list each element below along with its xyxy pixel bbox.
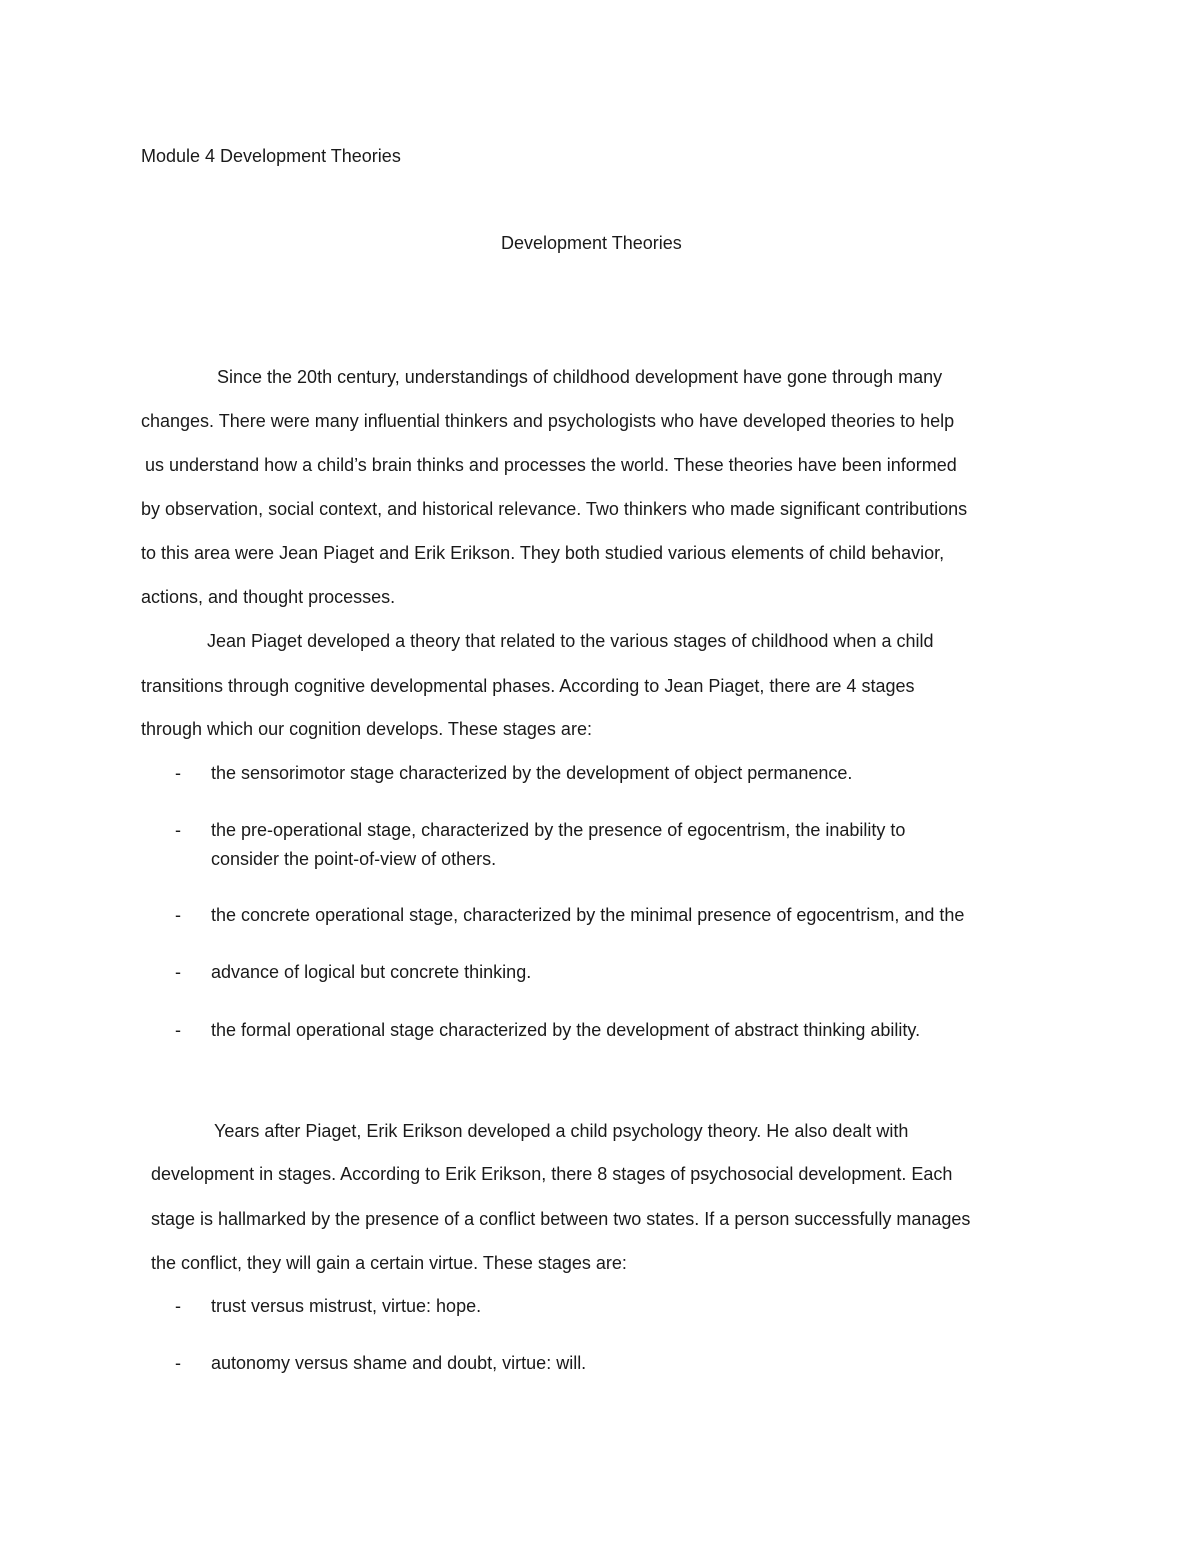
paragraph-line: Years after Piaget, Erik Erikson developed a child psychology theory. He also dealt with <box>214 1121 909 1141</box>
list-item-text: the pre-operational stage, characterized by the presence of egocentrism, the inability to <box>211 820 906 840</box>
document-title: Development Theories <box>501 233 682 253</box>
paragraph-line: transitions through cognitive developmental phases. According to Jean Piaget, there are 4 stages <box>141 676 915 696</box>
list-bullet: - <box>175 1353 181 1373</box>
paragraph-line: us understand how a child’s brain thinks and processes the world. These theories have been informed <box>145 455 957 475</box>
paragraph-line: Since the 20th century, understandings of childhood development have gone through many <box>217 367 943 387</box>
list-item-text: the sensorimotor stage characterized by the development of object permanence. <box>211 763 853 783</box>
module-label: Module 4 Development Theories <box>141 146 401 166</box>
list-bullet: - <box>175 820 181 840</box>
paragraph-line: Jean Piaget developed a theory that related to the various stages of childhood when a child <box>207 631 934 651</box>
list-item-text: the concrete operational stage, characterized by the minimal presence of egocentrism, and the <box>211 905 965 925</box>
list-bullet: - <box>175 763 181 783</box>
list-bullet: - <box>175 905 181 925</box>
paragraph-line: to this area were Jean Piaget and Erik Erikson. They both studied various elements of child behavior, <box>141 543 945 563</box>
list-item-text: the formal operational stage characterized by the development of abstract thinking ability. <box>211 1020 921 1040</box>
paragraph-line: through which our cognition develops. These stages are: <box>141 719 592 739</box>
list-item-text: advance of logical but concrete thinking. <box>211 962 532 982</box>
list-item-text: consider the point-of-view of others. <box>211 849 497 869</box>
paragraph-line: the conflict, they will gain a certain virtue. These stages are: <box>151 1253 627 1273</box>
paragraph-line: actions, and thought processes. <box>141 587 396 607</box>
paragraph-line: development in stages. According to Erik Erikson, there 8 stages of psychosocial development. Each <box>151 1164 953 1184</box>
list-bullet: - <box>175 1296 181 1316</box>
list-bullet: - <box>175 1020 181 1040</box>
list-bullet: - <box>175 962 181 982</box>
paragraph-line: stage is hallmarked by the presence of a conflict between two states. If a person successfully manages <box>151 1209 971 1229</box>
paragraph-line: by observation, social context, and historical relevance. Two thinkers who made significant contributions <box>141 499 968 519</box>
list-item-text: autonomy versus shame and doubt, virtue: will. <box>211 1353 587 1373</box>
list-item-text: trust versus mistrust, virtue: hope. <box>211 1296 482 1316</box>
paragraph-line: changes. There were many influential thinkers and psychologists who have developed theories to help <box>141 411 955 431</box>
